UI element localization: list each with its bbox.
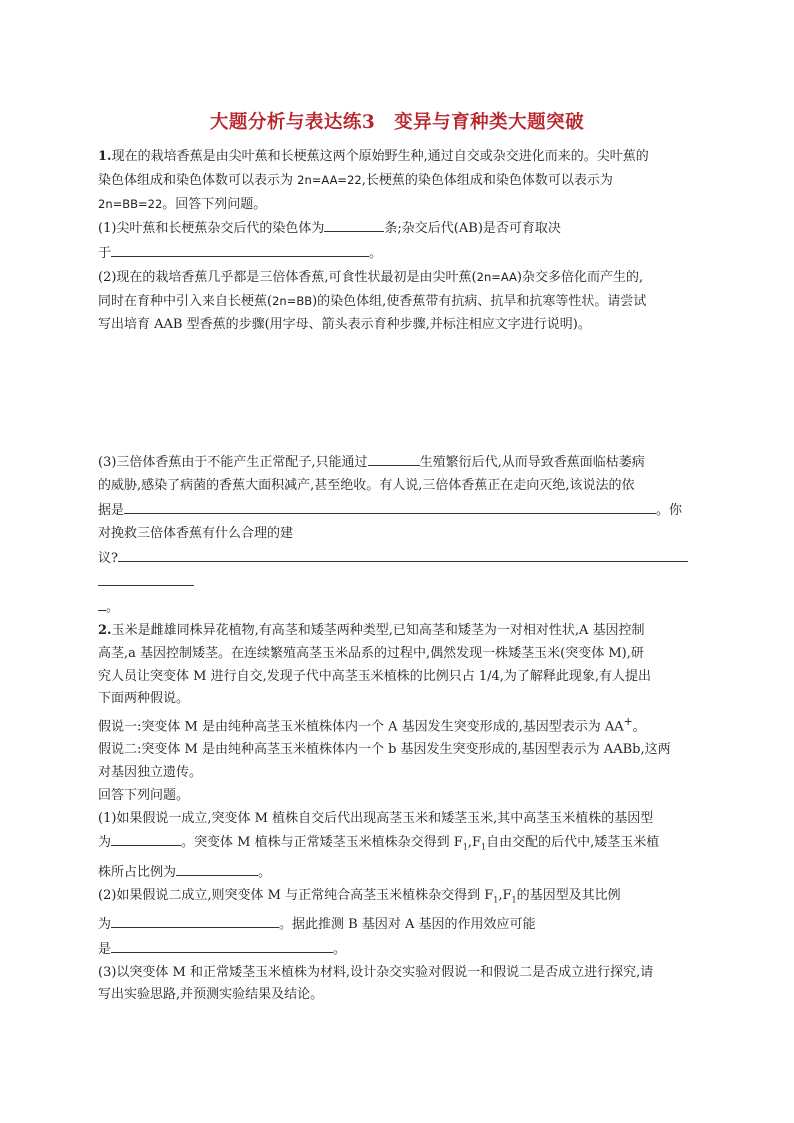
- q2-part1-line-1: (1)如果假说一成立,突变体 M 植株自交后代出现高茎玉米和矮茎玉米,其中高茎玉米植株的基因型: [98, 810, 654, 826]
- answer-blank[interactable]: [111, 912, 279, 928]
- answer-blank[interactable]: [176, 860, 258, 876]
- q1-expr-bb: 2n=BB=22: [98, 196, 163, 211]
- q2-hypothesis-2-line-1: 假说二:突变体 M 是由纯种高茎玉米植株体内一个 b 基因发生突变形成的,基因型表示为 AABb,这两: [98, 742, 671, 758]
- q1-part2-line-2: 同时在育种中引入来自长梗蕉(2n=BB)的染色体组,使香蕉带有抗病、抗旱和抗寒等性状。请尝试: [98, 293, 647, 309]
- q2-ask: 回答下列问题。: [98, 787, 190, 803]
- q2-part1-line-2: 为 。突变体 M 植株与正常矮茎玉米植株杂交得到 $F_1,F_1$自由交配的后代中,矮茎玉米植: [98, 830, 692, 859]
- q1-part3-line-6: [98, 570, 692, 595]
- document-body: [98, 146, 692, 1007]
- answer-blank[interactable]: [368, 450, 420, 466]
- q2-stem-line-3: 究人员让突变体 M 进行自交,发现子代中高茎玉米植株的比例只占 1/4,为了解释此现象,有人提出: [98, 668, 652, 684]
- q1-part1-line-2: 于 。: [98, 241, 692, 266]
- answer-blank[interactable]: [98, 570, 194, 586]
- q2-number: 2.: [98, 622, 112, 638]
- page-title: 大题分析与表达练3 变异与育种类大题突破: [209, 112, 585, 133]
- answer-blank[interactable]: [111, 830, 181, 846]
- q2-stem-line-1: 2.玉米是雌雄同株异花植物,有高茎和矮茎两种类型,已知高茎和矮茎为一对相对性状,A 基因控制: [98, 622, 645, 638]
- q1-part3-line-1: (3)三倍体香蕉由于不能产生正常配子,只能通过 生殖繁衍后代,从而导致香蕉面临枯萎病: [98, 450, 692, 475]
- answer-blank[interactable]: [324, 216, 384, 232]
- q1-part3-line-2: 的威胁,感染了病菌的香蕉大面积减产,甚至绝收。有人说,三倍体香蕉正在走向灭绝,该说法的依: [98, 478, 635, 494]
- answer-blank[interactable]: [118, 546, 688, 562]
- q1-number: 1.: [98, 149, 112, 164]
- q2-part2-line-2: 为 。据此推测 B 基因对 A 基因的作用效应可能: [98, 912, 692, 937]
- q2-hypothesis-2-line-2: 对基因独立遗传。: [98, 765, 203, 781]
- q1-part3-line-3: 据是 。你: [98, 498, 692, 523]
- answer-blank[interactable]: [111, 937, 333, 953]
- answer-blank[interactable]: [111, 241, 369, 257]
- q2-part3-line-2: 写出实验思路,并预测实验结果及结论。: [98, 987, 324, 1003]
- q1-stem-line-3: 2n=BB=22。回答下列问题。: [98, 196, 267, 212]
- q1-part3-line-5: 议?: [98, 546, 692, 571]
- q1-part3-line-7: 。: [98, 595, 692, 620]
- q2-stem-line-4: 下面两种假说。: [98, 691, 190, 707]
- q1-part2-line-3: 写出培育 AAB 型香蕉的步骤(用字母、箭头表示育种步骤,并标注相应文字进行说明)。: [98, 316, 591, 332]
- q1-stem-line-2: 染色体组成和染色体数可以表示为 2n=AA=22,长梗蕉的染色体组成和染色体数可以表示为: [98, 172, 613, 188]
- q1-part2-line-1: (2)现在的栽培香蕉几乎都是三倍体香蕉,可食性状最初是由尖叶蕉(2n=AA)杂交多倍化而产生的,: [98, 269, 644, 285]
- q2-hypothesis-1: 假说一:突变体 M 是由纯种高茎玉米植株体内一个 A 基因发生突变形成的,基因型表示为 AA+。: [98, 715, 646, 735]
- q2-part1-line-3: 株所占比例为 。: [98, 860, 692, 885]
- q1-stem-line-1: 1.现在的栽培香蕉是由尖叶蕉和长梗蕉这两个原始野生种,通过自交或杂交进化而来的。尖叶蕉的: [98, 149, 649, 164]
- q2-stem-line-2: 高茎,a 基因控制矮茎。在连续繁殖高茎玉米品系的过程中,偶然发现一株矮茎玉米(突变体 M),研: [98, 645, 644, 661]
- answer-blank[interactable]: [98, 595, 106, 611]
- q1-part3-line-4: 对挽救三倍体香蕉有什么合理的建: [98, 525, 294, 541]
- answer-area[interactable]: [98, 336, 692, 450]
- q1-expr-aa: 2n=AA=22: [297, 172, 362, 187]
- answer-blank[interactable]: [124, 498, 656, 514]
- q2-part2-line-1: (2)如果假说二成立,则突变体 M 与正常纯合高茎玉米植株杂交得到 $F_1,F_1$的基因型及其比例: [98, 887, 621, 905]
- q2-part3-line-1: (3)以突变体 M 和正常矮茎玉米植株为材料,设计杂交实验对假说一和假说二是否成立进行探究,请: [98, 964, 654, 980]
- q2-part2-line-3: 是 。: [98, 937, 692, 962]
- q1-part1-line-1: (1)尖叶蕉和长梗蕉杂交后代的染色体为 条;杂交后代(AB)是否可育取决: [98, 216, 692, 241]
